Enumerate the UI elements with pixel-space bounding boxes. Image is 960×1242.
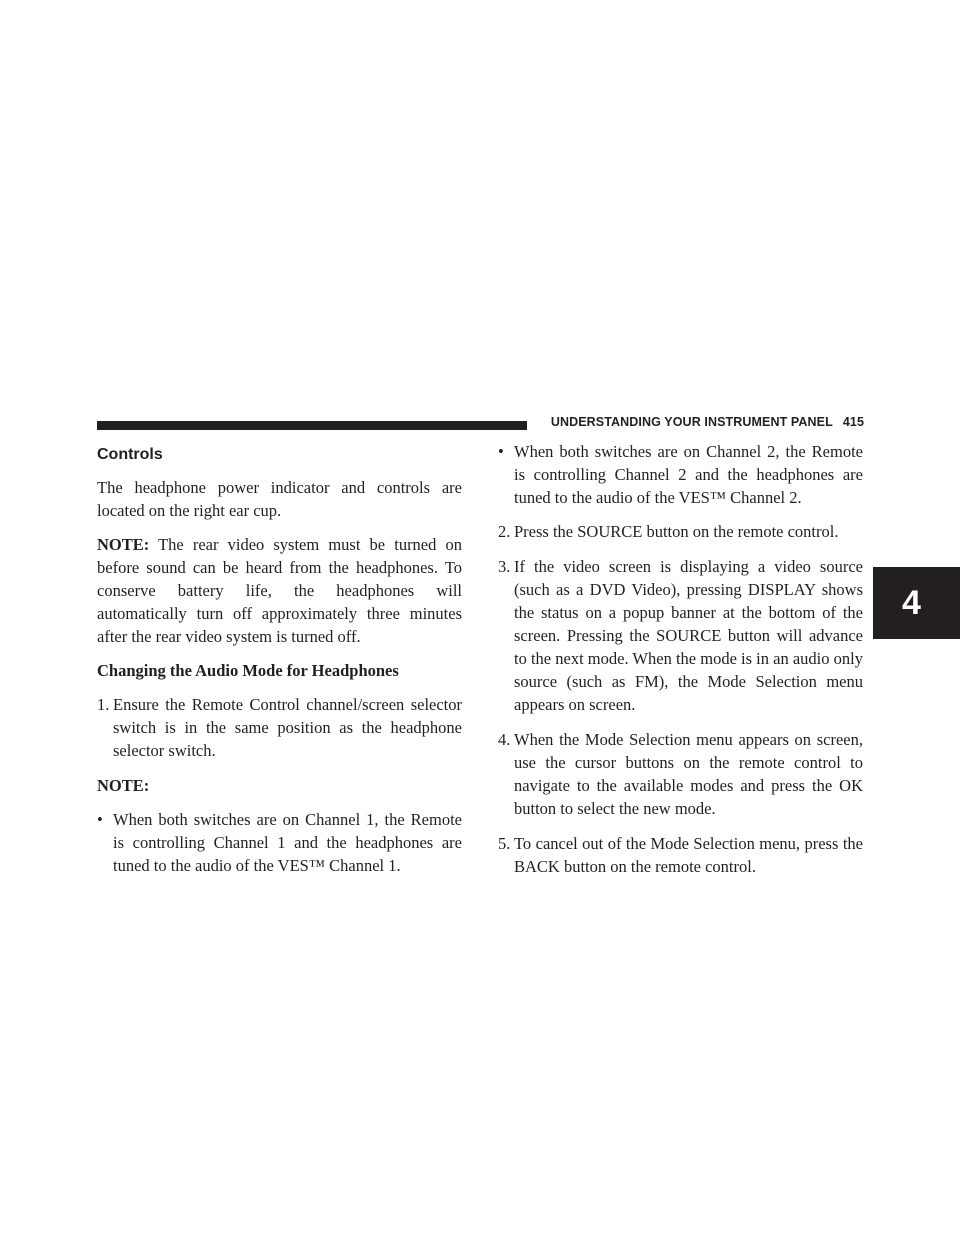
note-text: The rear video system must be turned on before sound can be heard from the headphones. To conserve battery life, the headphones will automatically turn off approximately three minutes after the rear video system is turned off.: [97, 535, 462, 646]
step-number: 4.: [498, 730, 511, 749]
bullet-item: [498, 440, 863, 509]
intro-paragraph: The headphone power indicator and controls are located on the right ear cup.: [97, 478, 462, 520]
step-5: [498, 832, 863, 878]
step-4: [498, 728, 863, 820]
step-number: 2.: [498, 522, 511, 541]
step-2: [498, 520, 863, 543]
subheading: Changing the Audio Mode for Headphones: [97, 661, 399, 680]
header-section-title: UNDERSTANDING YOUR INSTRUMENT PANEL: [550, 415, 833, 429]
note-label: NOTE:: [97, 535, 150, 554]
left-column: [97, 440, 462, 888]
running-header: [551, 415, 864, 429]
section-title: Controls: [97, 446, 163, 463]
step-3: [498, 555, 863, 716]
step-text: To cancel out of the Mode Selection menu, press the BACK button on the remote control.: [514, 834, 863, 876]
bullet-glyph: •: [97, 810, 103, 829]
step-text: Press the SOURCE button on the remote control.: [514, 522, 839, 541]
bullet-text: When both switches are on Channel 1, the Remote is controlling Channel 1 and the headphones are tuned to the audio of the VES™ Channel 1.: [113, 810, 462, 875]
bullet-text: When both switches are on Channel 2, the Remote is controlling Channel 2 and the headphones are tuned to the audio of the VES™ Channel 2.: [514, 442, 863, 507]
bullet-item: [97, 808, 462, 877]
step-number: 3.: [498, 557, 511, 576]
page-number: 415: [842, 415, 864, 429]
step-text: If the video screen is displaying a video source (such as a DVD Video), pressing DISPLAY shows the status on a popup banner at the bottom of the screen. Pressing the SOURCE button will advance to the next mode. When the mode is in an audio only source (such as FM), the Mode Selection menu appears on screen.: [514, 557, 863, 714]
chapter-tab: 4: [873, 567, 960, 639]
right-column: [498, 440, 863, 890]
step-1: [97, 693, 462, 762]
step-number: 5.: [498, 834, 511, 853]
header-rule: [97, 421, 527, 430]
step-text: Ensure the Remote Control channel/screen selector switch is in the same position as the headphone selector switch.: [113, 695, 462, 760]
note-paragraph: [97, 533, 462, 648]
step-number: 1.: [97, 695, 110, 714]
note-label-2: NOTE:: [97, 776, 150, 795]
step-text: When the Mode Selection menu appears on screen, use the cursor buttons on the remote control to navigate to the available modes and press the OK button to select the new mode.: [514, 730, 863, 818]
bullet-glyph: •: [498, 442, 504, 461]
